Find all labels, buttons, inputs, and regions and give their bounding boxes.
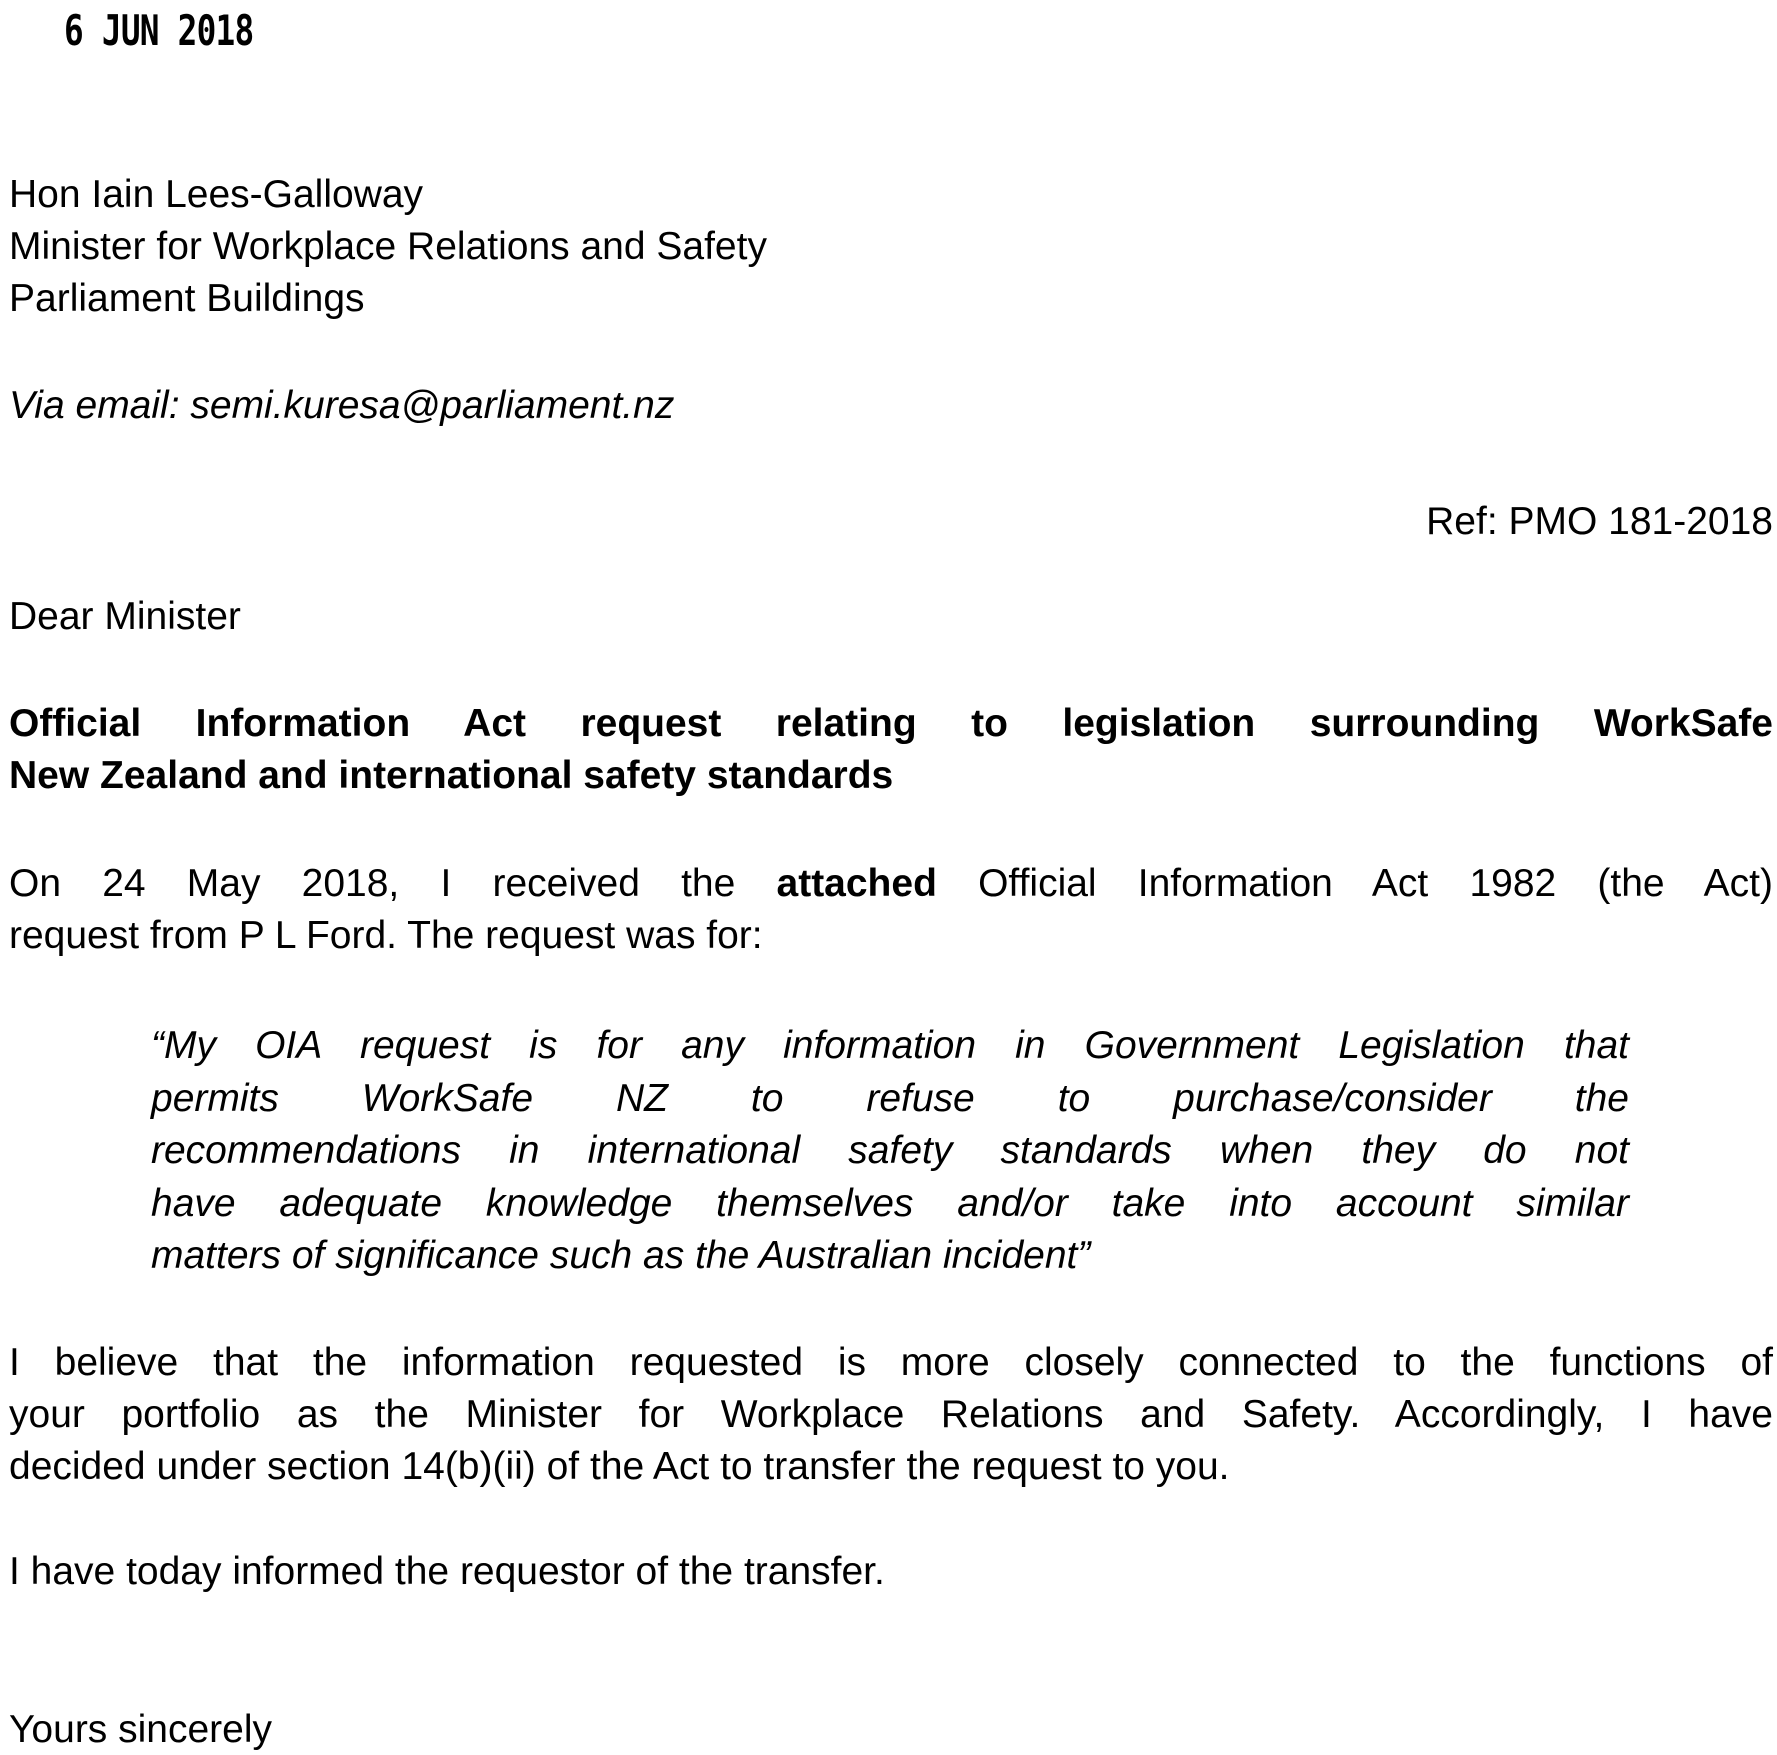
quote-line-5: matters of significance such as the Australian incident” (151, 1234, 1091, 1277)
quote-line-3: recommendations in international safety standards when they do not (151, 1129, 1629, 1172)
closing: Yours sincerely (9, 1708, 273, 1751)
subject-line-1: Official Information Act request relating to legislation surrounding WorkSafe (9, 702, 1773, 745)
date-stamp: 6 JUN 2018 (64, 6, 254, 55)
paragraph-informed: I have today informed the requestor of the transfer. (9, 1550, 885, 1593)
paragraph-transfer (9, 1337, 1773, 1493)
paragraph-transfer-line-1: I believe that the information requested is more closely connected to the functions of (9, 1341, 1773, 1384)
paragraph-received-line-2: request from P L Ford. The request was for: (9, 914, 763, 957)
paragraph-received-part-2: Official Information Act 1982 (the Act) (936, 862, 1773, 905)
recipient-title: Minister for Workplace Relations and Safety (9, 225, 767, 268)
subject-heading (9, 698, 1773, 802)
quote-line-4: have adequate knowledge themselves and/or take into account similar (151, 1181, 1629, 1225)
via-email-line (9, 386, 674, 425)
quote-line-1: “My OIA request is for any information in Government Legislation that (151, 1024, 1629, 1067)
paragraph-received-part-1: On 24 May 2018, I received the (9, 862, 777, 905)
request-quote (151, 1020, 1629, 1283)
paragraph-received (9, 858, 1773, 962)
paragraph-received-line-1 (9, 858, 1773, 910)
subject-line-2: New Zealand and international safety standards (9, 754, 894, 797)
attached-emphasis: attached (776, 862, 937, 905)
recipient-name: Hon Iain Lees-Galloway (9, 173, 424, 216)
paragraph-transfer-line-3: decided under section 14(b)(ii) of the Act to transfer the request to you. (9, 1445, 1230, 1488)
via-email-address: semi.kuresa@parliament.nz (190, 384, 675, 427)
paragraph-transfer-line-2: your portfolio as the Minister for Workplace Relations and Safety. Accordingly, I have (9, 1393, 1773, 1436)
quote-line-2: permits WorkSafe NZ to refuse to purchase/consider the (151, 1076, 1629, 1120)
salutation: Dear Minister (9, 595, 241, 638)
via-email-label: Via email: (9, 384, 180, 427)
reference-number: Ref: PMO 181-2018 (1426, 500, 1773, 543)
recipient-address: Parliament Buildings (9, 277, 365, 320)
